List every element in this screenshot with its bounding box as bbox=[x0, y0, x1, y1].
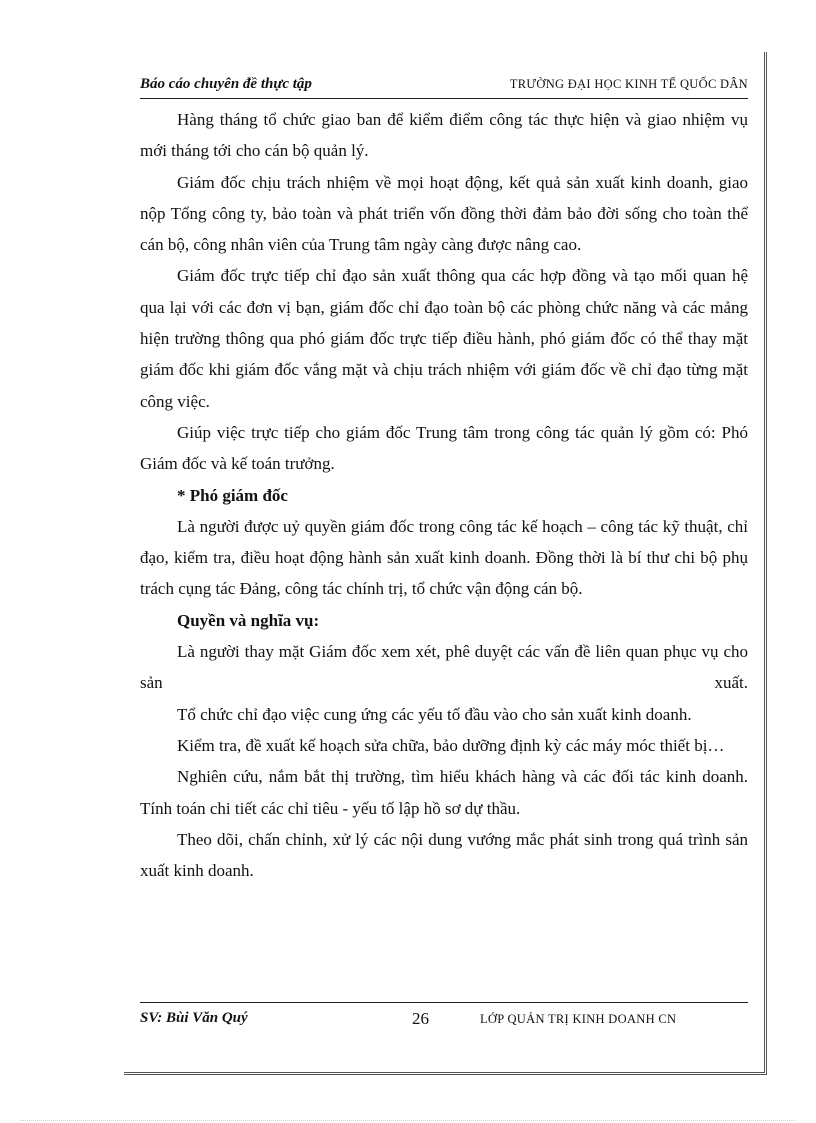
footer-student-name: SV: Bùi Văn Quý bbox=[140, 1010, 248, 1026]
paragraph-duty-maintenance: Kiểm tra, đề xuất kế hoạch sửa chữa, bảo dưỡng định kỳ các máy móc thiết bị… bbox=[177, 735, 725, 755]
paragraph-duty-monitor: Theo dõi, chấn chỉnh, xử lý các nội dung vướng mắc phát sinh trong quá trình sản xuất kinh doanh. bbox=[140, 829, 748, 881]
paragraph-monthly-meeting: Hàng tháng tổ chức giao ban để kiểm điểm công tác thực hiện và giao nhiệm vụ mới tháng tới cho cán bộ quản lý. bbox=[140, 110, 748, 161]
section-heading-deputy-director: * Phó giám đốc bbox=[177, 485, 288, 505]
paragraph-deputy-role: Là người được uỷ quyền giám đốc trong công tác kế hoạch – công tác kỹ thuật, chỉ đạo, kiểm tra, điều hoạt động hành sản xuất kinh doanh. Đồng thời là bí thư chi bộ phụ trách cụng tác Đảng, công tác chính trị, tổ chức vận động cán bộ. bbox=[140, 516, 748, 599]
paragraph-director-responsibility: Giám đốc chịu trách nhiệm về mọi hoạt động, kết quả sản xuất kinh doanh, giao nộp Tổng công ty, bảo toàn và phát triển vốn đồng thời đảm bảo đời sống cho toàn thể cán bộ, công nhân viên của Trung tâm ngày càng được nâng cao. bbox=[140, 172, 748, 255]
page-number: 26 bbox=[412, 1009, 429, 1028]
page-footer bbox=[140, 1002, 748, 1029]
footer-class-name: LỚP QUẢN TRỊ KINH DOANH CN bbox=[480, 1012, 677, 1026]
page-header bbox=[140, 72, 748, 99]
paragraph-duty-market: Nghiên cứu, nắm bắt thị trường, tìm hiểu khách hàng và các đối tác kinh doanh. Tính toán chi tiết các chỉ tiêu - yếu tố lập hồ sơ dự thầu. bbox=[140, 767, 748, 818]
paragraph-assistants: Giúp việc trực tiếp cho giám đốc Trung tâm trong công tác quản lý gồm có: Phó Giám đốc và kế toán trưởng. bbox=[140, 422, 748, 474]
header-report-title: Báo cáo chuyên đề thực tập bbox=[140, 76, 312, 92]
paragraph-director-direction: Giám đốc trực tiếp chỉ đạo sản xuất thông qua các hợp đồng và tạo mối quan hệ qua lại với các đơn vị bạn, giám đốc chỉ đạo toàn bộ các phòng chức năng và các mảng hiện trường thông qua phó giám đốc trực tiếp điều hành, phó giám đốc có thể thay mặt giám đốc khi giám đốc vắng mặt và chịu trách nhiệm với giám đốc về chỉ đạo từng mặt công việc. bbox=[140, 266, 748, 411]
paragraph-duty-supply: Tổ chức chỉ đạo việc cung ứng các yếu tố đầu vào cho sản xuất kinh doanh. bbox=[177, 704, 692, 724]
section-heading-rights-duties: Quyền và nghĩa vụ: bbox=[177, 610, 320, 630]
bottom-dotted-divider bbox=[20, 1120, 796, 1121]
document-body bbox=[140, 104, 748, 886]
header-university-name: TRƯỜNG ĐẠI HỌC KINH TẾ QUỐC DÂN bbox=[509, 77, 748, 91]
paragraph-duty-approve: Là người thay mặt Giám đốc xem xét, phê duyệt các vấn đề liên quan phục vụ cho sản xuất. bbox=[140, 642, 748, 693]
